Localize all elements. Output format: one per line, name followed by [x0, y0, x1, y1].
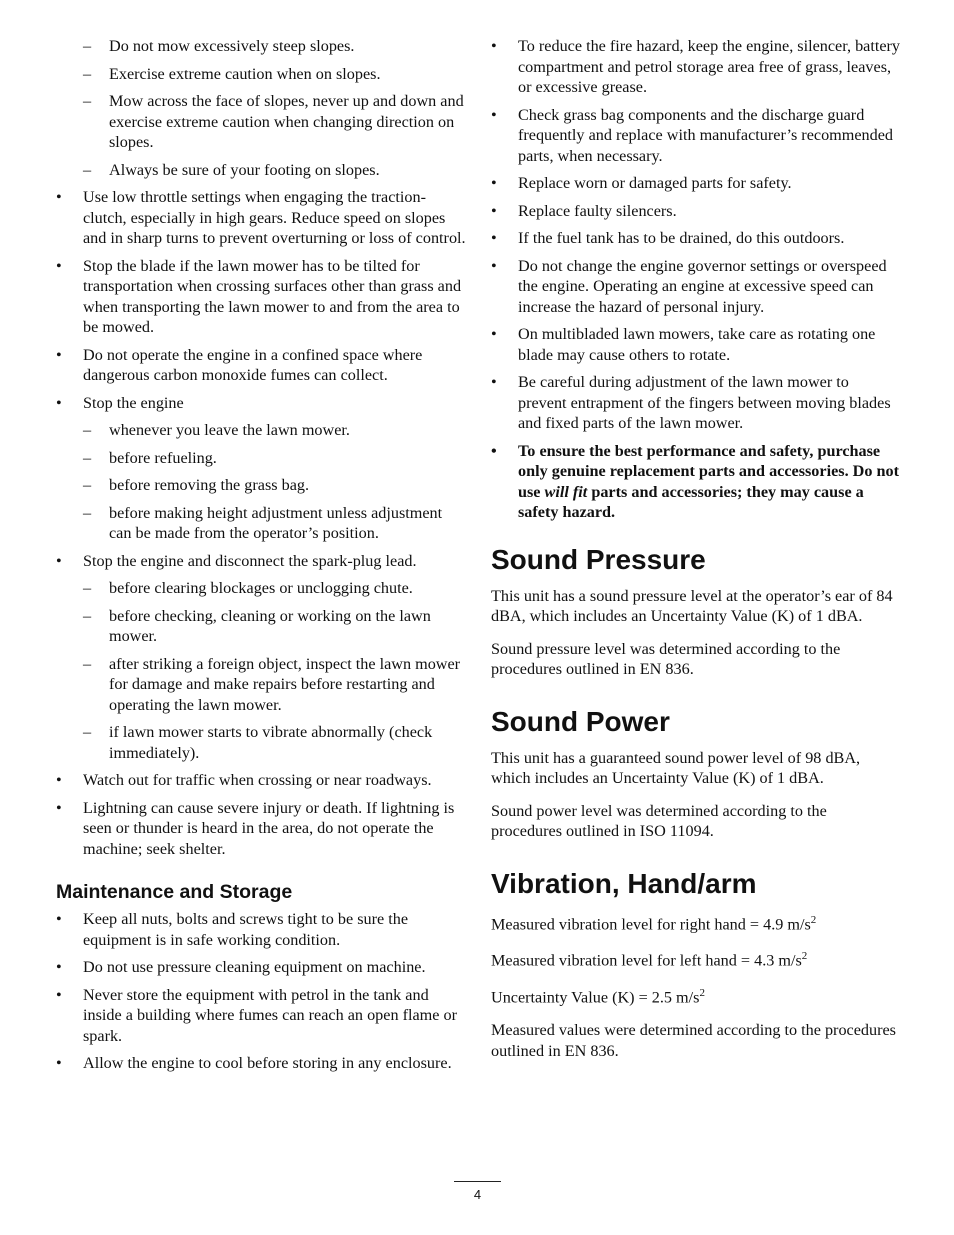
list-item-text: Never store the equipment with petrol in the tank and inside a building where fumes can reach an open flame or spark. — [83, 985, 457, 1045]
list-item — [56, 798, 466, 860]
list-item-text: Replace faulty silencers. — [518, 201, 677, 220]
list-item — [56, 551, 466, 572]
bullet-mark: • — [491, 441, 497, 460]
list-item-text: before clearing blockages or unclogging chute. — [109, 579, 413, 597]
bullet-mark: • — [56, 393, 62, 412]
bullet-mark: • — [491, 256, 497, 275]
list-item-text: To reduce the fire hazard, keep the engine, silencer, battery compartment and petrol storage area free of grass, leaves, or excessive grease. — [518, 37, 901, 96]
vibration-right-hand: Measured vibration level for right hand = 4.9 $m/s^2$ — [491, 913, 817, 933]
sub-list-item — [56, 91, 466, 153]
bullet-mark: • — [56, 1054, 62, 1072]
list-item-text: Use low throttle settings when engaging the traction-clutch, especially in high gears. Reduce speed on slopes and in sharp turns to prevent overturning or loss of control. — [83, 188, 466, 247]
list-item — [491, 36, 901, 98]
dash-mark: – — [83, 503, 92, 522]
list-item-text: Stop the blade if the lawn mower has to be tilted for transportation when crossing surfaces other than grass and when transporting the lawn mower to and from the area to be mowed. — [83, 256, 462, 336]
list-item — [56, 909, 466, 950]
bullet-mark: • — [56, 958, 62, 976]
list-item — [56, 1053, 466, 1074]
list-item-text: Stop the engine and disconnect the spark-plug lead. — [83, 551, 417, 570]
page-number: 4 — [454, 1181, 501, 1206]
sound-power-heading: Sound Power — [491, 705, 670, 737]
list-item-text: if lawn mower starts to vibrate abnormally (check immediately). — [109, 723, 433, 762]
dash-mark: – — [83, 64, 92, 83]
right-column — [491, 36, 901, 1073]
sound-power-p2: Sound power level was determined according to the procedures outlined in ISO 11094. — [491, 801, 827, 840]
list-item — [56, 256, 466, 338]
list-item — [56, 345, 466, 386]
list-item-text: Do not use pressure cleaning equipment on machine. — [83, 958, 426, 976]
list-item-text: before making height adjustment unless adjustment can be made from the operator’s position. — [109, 503, 443, 542]
list-item-text: Be careful during adjustment of the lawn mower to prevent entrapment of the fingers between moving blades and fixed parts of the lawn mower. — [518, 373, 891, 432]
sub-list-item — [56, 36, 466, 57]
sub-list-item — [56, 606, 466, 647]
list-item-text: Do not change the engine governor settings or overspeed the engine. Operating an engine at excessive speed can increase the hazard of personal injury. — [518, 256, 887, 316]
bullet-mark: • — [56, 798, 62, 817]
bullet-mark: • — [56, 256, 62, 275]
dash-mark: – — [83, 37, 92, 55]
list-item-text: Exercise extreme caution when on slopes. — [109, 64, 381, 83]
sound-pressure-heading: Sound Pressure — [491, 543, 706, 575]
list-item — [491, 105, 901, 167]
dash-mark: – — [83, 421, 92, 439]
sub-list-item — [56, 475, 466, 496]
list-item-text: before refueling. — [109, 448, 217, 467]
bullet-mark: • — [491, 37, 497, 55]
sub-list-item — [56, 64, 466, 85]
list-item-text: If the fuel tank has to be drained, do this outdoors. — [518, 229, 845, 247]
bullet-mark: • — [491, 201, 497, 220]
sub-list-item — [56, 578, 466, 599]
list-item-text: whenever you leave the lawn mower. — [109, 421, 350, 439]
sub-list-item — [56, 722, 466, 763]
list-item-text: before removing the grass bag. — [109, 476, 310, 494]
list-item-text: after striking a foreign object, inspect the lawn mower for damage and make repairs before restarting and operating the lawn mower. — [109, 654, 461, 714]
list-item-text: Keep all nuts, bolts and screws tight to be sure the equipment is in safe working condition. — [83, 910, 409, 949]
bullet-mark: • — [491, 229, 497, 247]
list-item — [56, 770, 466, 791]
warning-text: To ensure the best performance and safety, purchase only genuine replacement parts and accessories. Do not use will fit parts and accessories; they may cause a safety hazard. — [518, 441, 899, 521]
list-item — [56, 393, 466, 414]
bullet-mark: • — [491, 174, 497, 192]
bullet-mark: • — [56, 188, 62, 206]
sound-pressure-p1: This unit has a sound pressure level at the operator’s ear of 84 dBA, which includes an Uncertainty Value (K) of 1 dBA. — [491, 586, 893, 625]
list-item-text: Always be sure of your footing on slopes. — [109, 160, 380, 179]
list-item-text: Stop the engine — [83, 393, 184, 412]
list-item — [56, 985, 466, 1047]
list-item — [491, 228, 901, 249]
sub-list-item — [56, 420, 466, 441]
sound-pressure-p2: Sound pressure level was determined according to the procedures outlined in EN 836. — [491, 639, 841, 678]
sub-list-item — [56, 503, 466, 544]
list-item — [491, 256, 901, 318]
sub-list-item — [56, 448, 466, 469]
vibration-final: Measured values were determined according to the procedures outlined in EN 836. — [491, 1021, 896, 1060]
sub-list-item — [56, 654, 466, 716]
list-item-text: Do not mow excessively steep slopes. — [109, 37, 355, 55]
list-item-text: before checking, cleaning or working on the lawn mower. — [109, 606, 431, 645]
vibration-left-hand: Measured vibration level for left hand = 4.3 $m/s^2$ — [491, 950, 808, 970]
list-item — [56, 187, 466, 249]
sub-list-item — [56, 160, 466, 181]
list-item-text: Allow the engine to cool before storing in any enclosure. — [83, 1054, 452, 1072]
maintenance-heading: Maintenance and Storage — [56, 881, 293, 903]
dash-mark: – — [83, 654, 92, 673]
bullet-mark: • — [56, 551, 62, 570]
list-item-text: Lightning can cause severe injury or death. If lightning is seen or thunder is heard in the area, do not operate the machine; seek shelter. — [83, 798, 455, 858]
dash-mark: – — [83, 160, 92, 179]
list-item-text: On multibladed lawn mowers, take care as rotating one blade may cause others to rotate. — [518, 325, 876, 364]
bullet-mark: • — [56, 345, 62, 364]
list-item-text: Check grass bag components and the discharge guard frequently and replace with manufacturer’s recommended parts, when necessary. — [518, 105, 893, 165]
left-list-a — [56, 36, 466, 859]
vibration-uncertainty: Uncertainty Value (K) = 2.5 $m/s^2$ — [491, 987, 705, 1007]
right-list — [491, 36, 901, 434]
dash-mark: – — [83, 606, 92, 625]
list-item-text: Replace worn or damaged parts for safety. — [518, 174, 792, 192]
list-item — [491, 441, 901, 523]
warning-emphasis: will fit — [544, 482, 588, 501]
bullet-mark: • — [56, 910, 62, 928]
dash-mark: – — [83, 579, 92, 597]
dash-mark: – — [83, 92, 92, 110]
left-list-b — [56, 909, 466, 1074]
left-column — [56, 36, 466, 1081]
list-item — [491, 201, 901, 222]
dash-mark: – — [83, 476, 92, 494]
dash-mark: – — [83, 448, 92, 467]
list-item-text: Do not operate the engine in a confined space where dangerous carbon monoxide fumes can collect. — [83, 345, 423, 384]
sound-power-p1: This unit has a guaranteed sound power level of 98 dBA, which includes an Uncertainty Value (K) of 1 dBA. — [491, 748, 861, 787]
list-item — [491, 372, 901, 434]
list-item-text: Mow across the face of slopes, never up and down and exercise extreme caution when changing direction on slopes. — [109, 92, 464, 151]
list-item — [491, 173, 901, 194]
bullet-mark: • — [491, 105, 497, 124]
bullet-mark: • — [491, 325, 497, 343]
vibration-heading: Vibration, Hand/arm — [491, 867, 757, 899]
list-item-text: Watch out for traffic when crossing or near roadways. — [83, 771, 432, 789]
bullet-mark: • — [56, 771, 62, 789]
dash-mark: – — [83, 723, 92, 741]
bullet-mark: • — [491, 373, 497, 391]
bullet-mark: • — [56, 985, 62, 1004]
list-item — [491, 324, 901, 365]
list-item — [56, 957, 466, 978]
